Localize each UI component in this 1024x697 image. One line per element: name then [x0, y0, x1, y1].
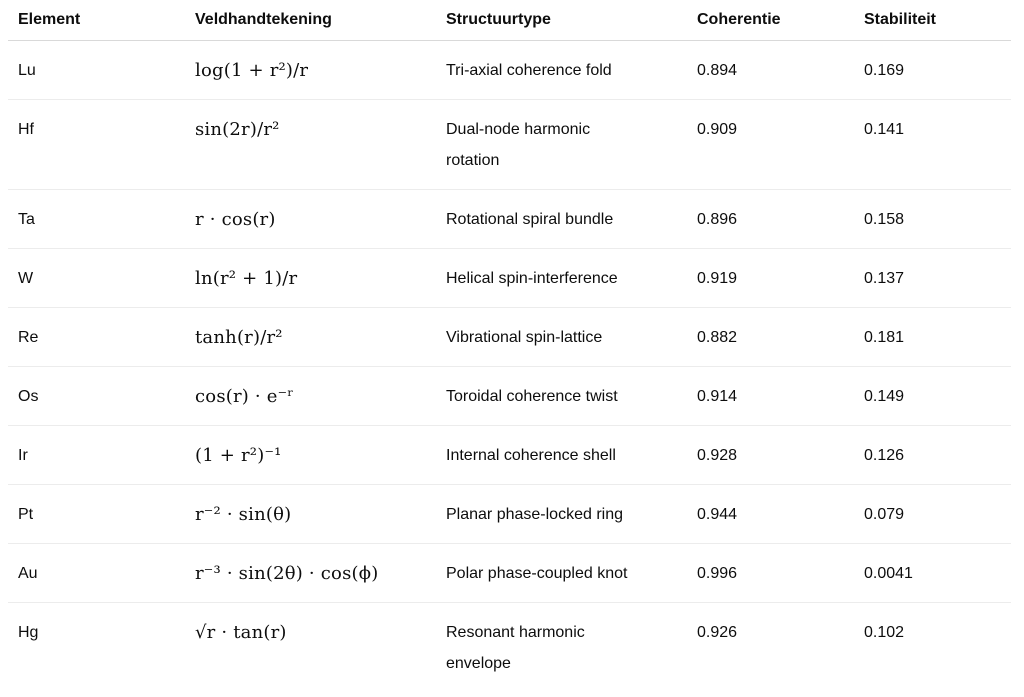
header-structure-type: Structuurtype: [436, 0, 687, 41]
cell-formula: ln(r² + 1)/r: [185, 249, 436, 308]
structure-text: Dual-node harmonic rotation: [446, 121, 591, 169]
cell-coherence: 0.944: [687, 485, 854, 544]
table-row: [8, 41, 1011, 100]
cell-formula: √r · tan(r): [195, 622, 287, 643]
table-row: [8, 249, 1011, 308]
data-table: [8, 0, 1011, 692]
cell-element: Ir: [8, 426, 185, 485]
cell-coherence: 0.914: [687, 367, 854, 426]
cell-structure: [436, 367, 687, 426]
structure-text: Internal coherence shell: [446, 447, 616, 464]
structure-text: Rotational spiral bundle: [446, 211, 614, 228]
cell-element: Pt: [8, 485, 185, 544]
cell-structure: [436, 426, 687, 485]
cell-formula: r · cos(r): [185, 190, 436, 249]
cell-element: Os: [8, 367, 185, 426]
table-row: [8, 603, 1011, 693]
cell-element: Hf: [8, 100, 185, 190]
cell-coherence: 0.919: [687, 249, 854, 308]
cell-coherence: 0.894: [687, 41, 854, 100]
header-coherence: Coherentie: [687, 0, 854, 41]
cell-coherence: 0.926: [697, 624, 738, 641]
table-row: [8, 426, 1011, 485]
table-row: [8, 367, 1011, 426]
cell-formula: sin(2r)/r²: [185, 100, 436, 190]
structure-text: Polar phase-coupled knot: [446, 565, 628, 582]
cell-formula: r⁻² · sin(θ): [185, 485, 436, 544]
cell-element: Lu: [8, 41, 185, 100]
table-row: [8, 190, 1011, 249]
structure-text: Helical spin-interference: [446, 270, 618, 287]
table-header-row: [8, 0, 1011, 41]
table-row: [8, 485, 1011, 544]
cell-formula: tanh(r)/r²: [185, 308, 436, 367]
cell-stability: 0.102: [864, 624, 905, 641]
cell-structure: [436, 249, 687, 308]
cell-stability: 0.181: [854, 308, 1011, 367]
header-stability: Stabiliteit: [854, 0, 1011, 41]
cell-structure: [436, 544, 687, 603]
cell-stability: 0.169: [854, 41, 1011, 100]
header-element: Element: [8, 0, 185, 41]
cell-coherence: 0.928: [687, 426, 854, 485]
cell-structure: [436, 41, 687, 100]
table-row: [8, 308, 1011, 367]
structure-text: Planar phase-locked ring: [446, 506, 623, 523]
structure-text: Tri-axial coherence fold: [446, 62, 612, 79]
cell-structure: [436, 190, 687, 249]
structure-text: Vibrational spin-lattice: [446, 329, 603, 346]
table-row: [8, 544, 1011, 603]
cell-formula: (1 + r²)⁻¹: [185, 426, 436, 485]
cell-element: Re: [8, 308, 185, 367]
cell-coherence: 0.996: [687, 544, 854, 603]
cell-structure: [436, 100, 687, 190]
cell-element: W: [8, 249, 185, 308]
cell-element: Hg: [18, 624, 39, 641]
structure-text: Resonant harmonic envelope: [446, 624, 585, 672]
cell-structure: [436, 485, 687, 544]
cell-structure: [436, 603, 687, 693]
cell-stability: 0.158: [854, 190, 1011, 249]
cell-coherence: 0.882: [687, 308, 854, 367]
cell-coherence: 0.896: [687, 190, 854, 249]
cell-element: Ta: [8, 190, 185, 249]
cell-structure: [436, 308, 687, 367]
header-field-signature: Veldhandtekening: [185, 0, 436, 41]
cell-stability: 0.141: [854, 100, 1011, 190]
cell-coherence: 0.909: [687, 100, 854, 190]
structure-text: Toroidal coherence twist: [446, 388, 618, 405]
table-row: [8, 100, 1011, 190]
cell-stability: 0.0041: [854, 544, 1011, 603]
cell-formula: log(1 + r²)/r: [185, 41, 436, 100]
cell-stability: 0.126: [854, 426, 1011, 485]
cell-stability: 0.137: [854, 249, 1011, 308]
cell-formula: cos(r) · e⁻ʳ: [185, 367, 436, 426]
cell-formula: r⁻³ · sin(2θ) · cos(ϕ): [185, 544, 436, 603]
cell-stability: 0.149: [854, 367, 1011, 426]
cell-stability: 0.079: [854, 485, 1011, 544]
cell-element: Au: [8, 544, 185, 603]
